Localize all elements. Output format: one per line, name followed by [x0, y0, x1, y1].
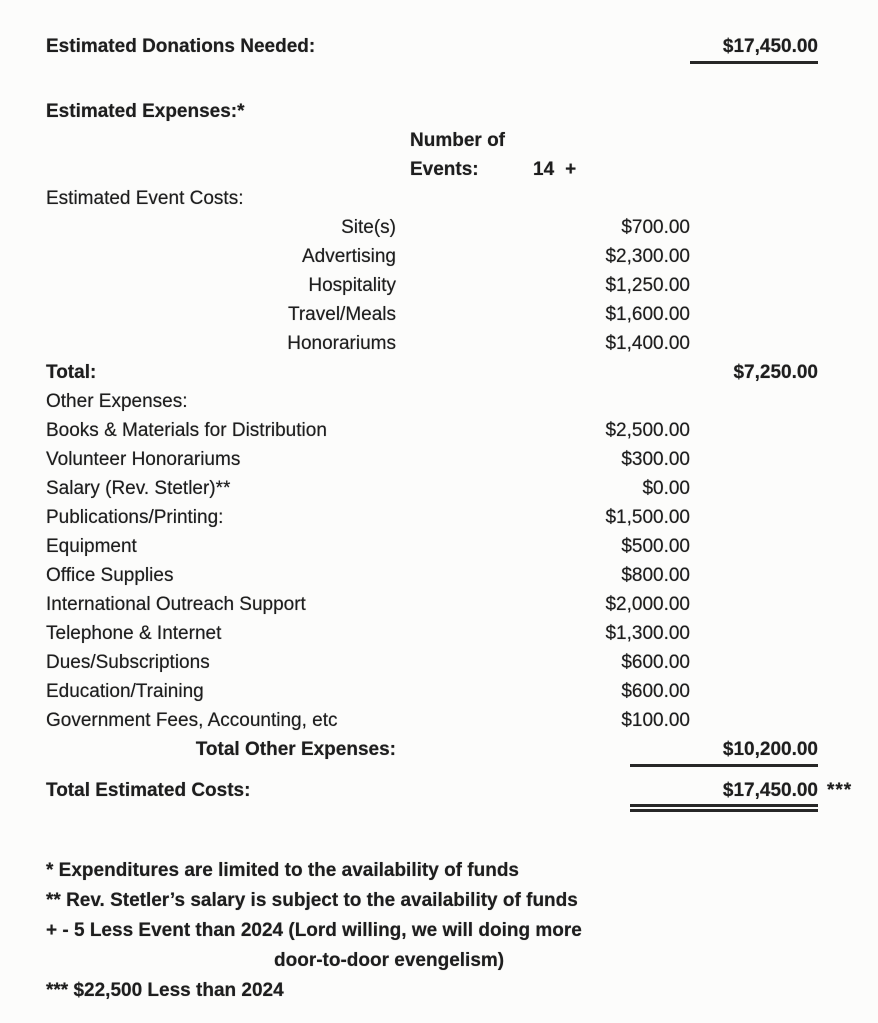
other-expense-amount: $800.00	[621, 565, 690, 586]
event-cost-amount: $1,600.00	[605, 304, 690, 325]
other-expense-label: Salary (Rev. Stetler)**	[46, 478, 231, 499]
other-expenses-header: Other Expenses:	[46, 391, 188, 412]
event-cost-row	[46, 217, 878, 246]
donations-needed-amount: $17,450.00	[690, 36, 818, 64]
other-expense-amount: $1,300.00	[605, 623, 690, 644]
total-estimated-costs-label: Total Estimated Costs:	[46, 780, 251, 801]
event-costs-header-row	[46, 188, 878, 217]
other-expense-amount: $500.00	[621, 536, 690, 557]
other-expense-row	[46, 536, 878, 565]
footnote-expenditures: * Expenditures are limited to the availability of funds	[46, 860, 519, 881]
total-estimated-costs-row	[46, 780, 878, 814]
total-other-expenses-row	[46, 739, 878, 773]
events-plus-marker: +	[565, 159, 577, 180]
event-cost-label: Honorariums	[287, 333, 396, 354]
other-expense-row	[46, 565, 878, 594]
event-total-amount: $7,250.00	[733, 362, 818, 383]
other-expense-row	[46, 594, 878, 623]
other-expense-label: Publications/Printing:	[46, 507, 224, 528]
other-expense-label: Dues/Subscriptions	[46, 652, 210, 673]
other-expense-label: Books & Materials for Distribution	[46, 420, 327, 441]
other-expense-row	[46, 478, 878, 507]
other-expense-row	[46, 652, 878, 681]
event-cost-amount: $2,300.00	[605, 246, 690, 267]
other-expense-row	[46, 449, 878, 478]
other-expense-amount: $2,000.00	[605, 594, 690, 615]
other-expense-amount: $600.00	[621, 652, 690, 673]
other-expense-amount: $1,500.00	[605, 507, 690, 528]
other-expense-label: International Outreach Support	[46, 594, 306, 615]
footnote-less-events: + - 5 Less Event than 2024 (Lord willing, we will doing more	[46, 920, 582, 941]
other-expense-row	[46, 420, 878, 449]
total-other-expenses-label: Total Other Expenses:	[195, 739, 396, 760]
other-expenses-header-row	[46, 391, 878, 420]
other-expense-label: Education/Training	[46, 681, 204, 702]
other-expense-row	[46, 681, 878, 710]
events-count: 14	[533, 159, 555, 180]
other-expense-label: Telephone & Internet	[46, 623, 222, 644]
event-total-label: Total:	[46, 362, 97, 383]
footnote-salary: ** Rev. Stetler’s salary is subject to the availability of funds	[46, 890, 578, 911]
total-estimated-costs-amount: $17,450.00	[630, 780, 818, 812]
event-cost-row	[46, 246, 878, 275]
footnote-less-than-2024: *** $22,500 Less than 2024	[46, 980, 284, 1001]
event-cost-row	[46, 275, 878, 304]
event-cost-label: Hospitality	[308, 275, 396, 296]
other-expense-amount: $600.00	[621, 681, 690, 702]
number-of-label: Number of	[410, 130, 505, 151]
events-count-row	[46, 159, 878, 188]
donations-needed-row	[46, 36, 878, 70]
footnote-less-events-continuation: door-to-door evengelism)	[274, 950, 505, 971]
event-cost-label: Site(s)	[341, 217, 396, 238]
other-expense-label: Government Fees, Accounting, etc	[46, 710, 338, 731]
other-expense-row	[46, 710, 878, 739]
other-expense-label: Office Supplies	[46, 565, 174, 586]
other-expense-row	[46, 507, 878, 536]
estimated-expenses-header: Estimated Expenses:*	[46, 101, 245, 122]
other-expense-amount: $300.00	[621, 449, 690, 470]
event-cost-row	[46, 333, 878, 362]
event-costs-header: Estimated Event Costs:	[46, 188, 244, 209]
other-expense-amount: $0.00	[642, 478, 690, 499]
other-expense-row	[46, 623, 878, 652]
triple-asterisk-marker: ***	[827, 780, 853, 801]
estimated-expenses-header-row	[46, 101, 878, 130]
other-expense-label: Equipment	[46, 536, 137, 557]
total-other-expenses-amount: $10,200.00	[630, 739, 818, 767]
number-of-row	[46, 130, 878, 159]
other-expense-amount: $2,500.00	[605, 420, 690, 441]
event-cost-amount: $1,250.00	[605, 275, 690, 296]
event-cost-label: Advertising	[302, 246, 396, 267]
events-label: Events:	[410, 159, 479, 180]
event-cost-label: Travel/Meals	[287, 304, 396, 325]
other-expense-label: Volunteer Honorariums	[46, 449, 241, 470]
event-cost-row	[46, 304, 878, 333]
event-cost-amount: $1,400.00	[605, 333, 690, 354]
footnotes-section	[46, 860, 878, 1010]
donations-needed-label: Estimated Donations Needed:	[46, 36, 316, 57]
other-expense-amount: $100.00	[621, 710, 690, 731]
event-total-row	[46, 362, 878, 391]
event-cost-amount: $700.00	[621, 217, 690, 238]
